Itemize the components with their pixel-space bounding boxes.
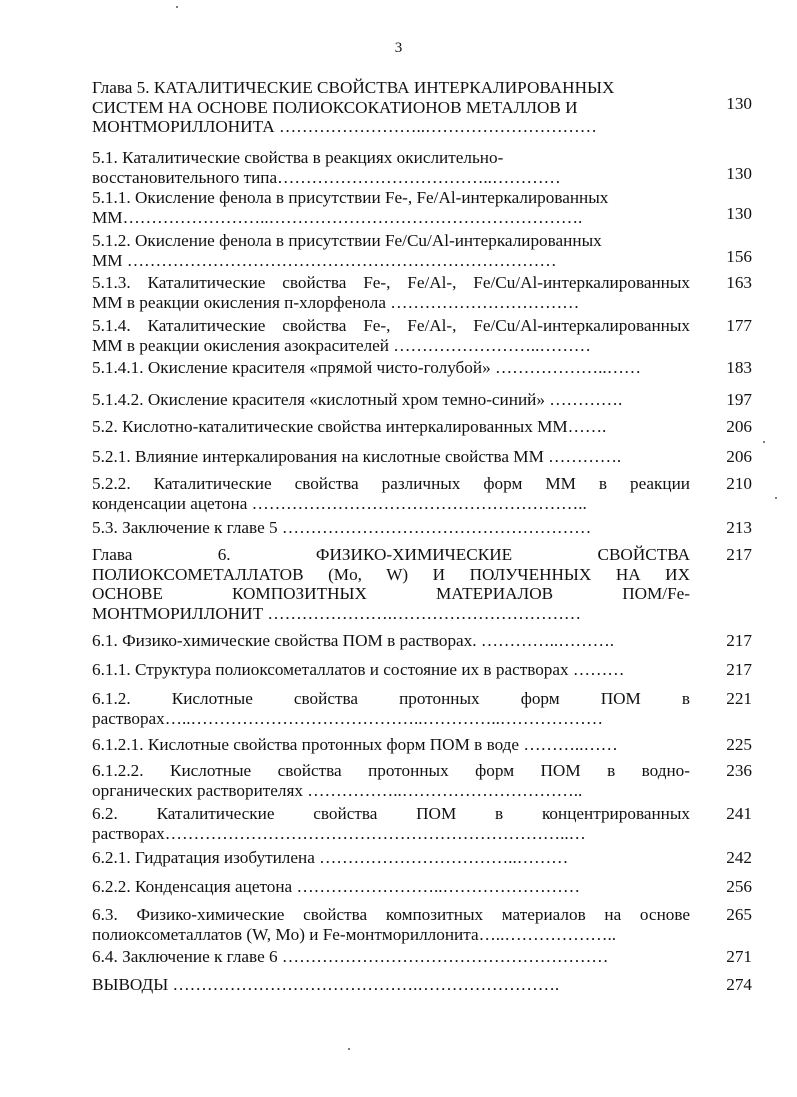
toc-entry-line: МОНТМОРИЛЛОНИТА ……………………..………………………… <box>92 117 597 136</box>
toc-entry-page: 130 <box>726 204 752 223</box>
toc-entry-page: 206 <box>726 447 752 466</box>
toc-entry-line: 5.1.1. Окисление фенола в присутствии Fe-, Fe/Al-интеркалированных <box>92 188 609 207</box>
toc-entry-line: 5.1.2. Окисление фенола в присутствии Fe/Cu/Al-интеркалированных <box>92 231 602 250</box>
toc-entry-title <box>92 761 690 800</box>
toc-entry-line: МОНТМОРИЛЛОНИТ ………………….…………………………… <box>92 603 582 623</box>
toc-entry-page: 236 <box>726 761 752 780</box>
toc-entry-title <box>92 804 690 843</box>
toc-entry-page: 210 <box>726 474 752 493</box>
toc-entry-title <box>92 148 690 187</box>
toc-entry-line: полиоксометаллатов (W, Mo) и Fe-монтмориллонита…..……………….. <box>92 924 617 944</box>
toc-entry-line: органических растворителях ……………..………………………….. <box>92 780 583 800</box>
scan-speck <box>176 6 178 8</box>
toc-entry-title <box>92 689 690 728</box>
toc-entry-title <box>92 358 690 378</box>
toc-entry-title <box>92 390 690 410</box>
toc-entry-line: ММ в реакции окисления п-хлорфенола …………………………… <box>92 292 580 312</box>
toc-entry-line: 6.1.2. Кислотные свойства протонных форм ПОМ в <box>92 689 690 708</box>
page-number: 3 <box>394 40 403 56</box>
toc-entry-title <box>92 877 690 897</box>
toc-entry-title <box>92 316 690 355</box>
toc-entry-page: 197 <box>726 390 752 409</box>
scan-speck <box>348 1048 350 1050</box>
toc-entry-line: ММ……………………..………………………………………………. <box>92 207 583 227</box>
toc-entry-page: 217 <box>726 545 752 564</box>
toc-entry-page: 217 <box>726 660 752 679</box>
toc-entry-page: 265 <box>726 905 752 924</box>
toc-entry-title <box>92 975 690 995</box>
toc-entry-title <box>92 78 690 137</box>
toc-entry-page: 156 <box>726 247 752 266</box>
toc-entry-title <box>92 735 690 755</box>
toc-entry-page: 177 <box>726 316 752 335</box>
toc-entry-line: 5.2.1. Влияние интеркалирования на кислотные свойства ММ …………. <box>92 447 622 466</box>
toc-entry-line: 6.2. Каталитические свойства ПОМ в концентрированных <box>92 804 690 823</box>
toc-entry-title <box>92 660 690 680</box>
toc-entry-line: 5.1.4.1. Окисление красителя «прямой чисто-голубой» ………………..…… <box>92 358 642 377</box>
toc-entry-line: Глава 6. ФИЗИКО-ХИМИЧЕСКИЕ СВОЙСТВА <box>92 545 690 564</box>
toc-entry-line: 6.1.1. Структура полиоксометаллатов и состояние их в растворах ……… <box>92 660 625 679</box>
toc-entry-line: 5.1.3. Каталитические свойства Fe-, Fe/Al-, Fe/Cu/Al-интеркалированных <box>92 273 690 292</box>
toc-entry-line: ПОЛИОКСОМЕТАЛЛАТОВ (Mo, W) И ПОЛУЧЕННЫХ НА ИХ <box>92 564 690 584</box>
toc-entry-line: конденсации ацетона ………………………………………………….. <box>92 493 587 513</box>
toc-entry-line: Глава 5. КАТАЛИТИЧЕСКИЕ СВОЙСТВА ИНТЕРКАЛИРОВАННЫХ <box>92 78 615 97</box>
toc-entry-line: ВЫВОДЫ …………………………………….……………………. <box>92 975 560 994</box>
toc-entry-page: 217 <box>726 631 752 650</box>
toc-entry-page: 183 <box>726 358 752 377</box>
toc-entry-page: 241 <box>726 804 752 823</box>
toc-entry-page: 242 <box>726 848 752 867</box>
toc-entry-page: 221 <box>726 689 752 708</box>
toc-entry-title <box>92 474 690 513</box>
toc-entry-line: 6.2.1. Гидратация изобутилена ……………………………..……… <box>92 848 569 867</box>
toc-entry-page: 271 <box>726 947 752 966</box>
toc-entry-line: 6.3. Физико-химические свойства композитных материалов на основе <box>92 905 690 924</box>
toc-entry-title <box>92 947 690 967</box>
toc-entry-line: восстановительного типа………………………………..………… <box>92 167 561 187</box>
toc-entry-line: ММ ………………………………………………………………… <box>92 250 557 270</box>
toc-entry-line: ММ в реакции окисления азокрасителей ……………………..……… <box>92 335 591 355</box>
toc-entry-title <box>92 905 690 944</box>
toc-entry-title <box>92 231 690 270</box>
toc-entry-line: СИСТЕМ НА ОСНОВЕ ПОЛИОКСОКАТИОНОВ МЕТАЛЛОВ И <box>92 97 578 117</box>
scan-speck <box>775 497 777 499</box>
scan-speck <box>763 441 765 443</box>
toc-entry-line: 6.4. Заключение к главе 6 ………………………………………………… <box>92 947 609 966</box>
toc-entry-page: 213 <box>726 518 752 537</box>
toc-entry-line: 5.2. Кислотно-каталитические свойства интеркалированных ММ……. <box>92 417 607 436</box>
toc-entry-line: 6.2.2. Конденсация ацетона ……………………..…………………… <box>92 877 581 896</box>
toc-entry-title <box>92 545 690 623</box>
toc-entry-title <box>92 273 690 312</box>
toc-entry-page: 130 <box>726 164 752 183</box>
toc-entry-title <box>92 848 690 868</box>
toc-entry-line: растворах…..…………………………………..…………..……………… <box>92 708 604 728</box>
toc-entry-line: 5.1.4.2. Окисление красителя «кислотный хром темно-синий» …………. <box>92 390 623 409</box>
toc-entry-page: 163 <box>726 273 752 292</box>
toc-entry-title <box>92 447 690 467</box>
toc-entry-page: 225 <box>726 735 752 754</box>
toc-entry-title <box>92 417 690 437</box>
toc-entry-line: 6.1.2.2. Кислотные свойства протонных форм ПОМ в водно- <box>92 761 690 780</box>
toc-entry-line: 5.1. Каталитические свойства в реакциях окислительно- <box>92 148 504 167</box>
toc-entry-line: ОСНОВЕ КОМПОЗИТНЫХ МАТЕРИАЛОВ ПОМ/Fe- <box>92 584 690 603</box>
toc-entry-page: 130 <box>726 94 752 113</box>
toc-entry-page: 206 <box>726 417 752 436</box>
toc-entry-line: 6.1. Физико-химические свойства ПОМ в растворах. …………..………. <box>92 631 615 650</box>
toc-entry-title <box>92 518 690 538</box>
toc-entry-line: 6.1.2.1. Кислотные свойства протонных форм ПОМ в воде ………..…… <box>92 735 618 754</box>
toc-entry-line: 5.3. Заключение к главе 5 ……………………………………………… <box>92 518 592 537</box>
toc-entry-title <box>92 188 690 227</box>
toc-entry-line: растворах……………………………………………………………..… <box>92 823 586 843</box>
toc-entry-page: 256 <box>726 877 752 896</box>
toc-entry-line: 5.2.2. Каталитические свойства различных форм ММ в реакции <box>92 474 690 493</box>
toc-entry-line: 5.1.4. Каталитические свойства Fe-, Fe/Al-, Fe/Cu/Al-интеркалированных <box>92 316 690 335</box>
toc-entry-title <box>92 631 690 651</box>
toc-entry-page: 274 <box>726 975 752 994</box>
